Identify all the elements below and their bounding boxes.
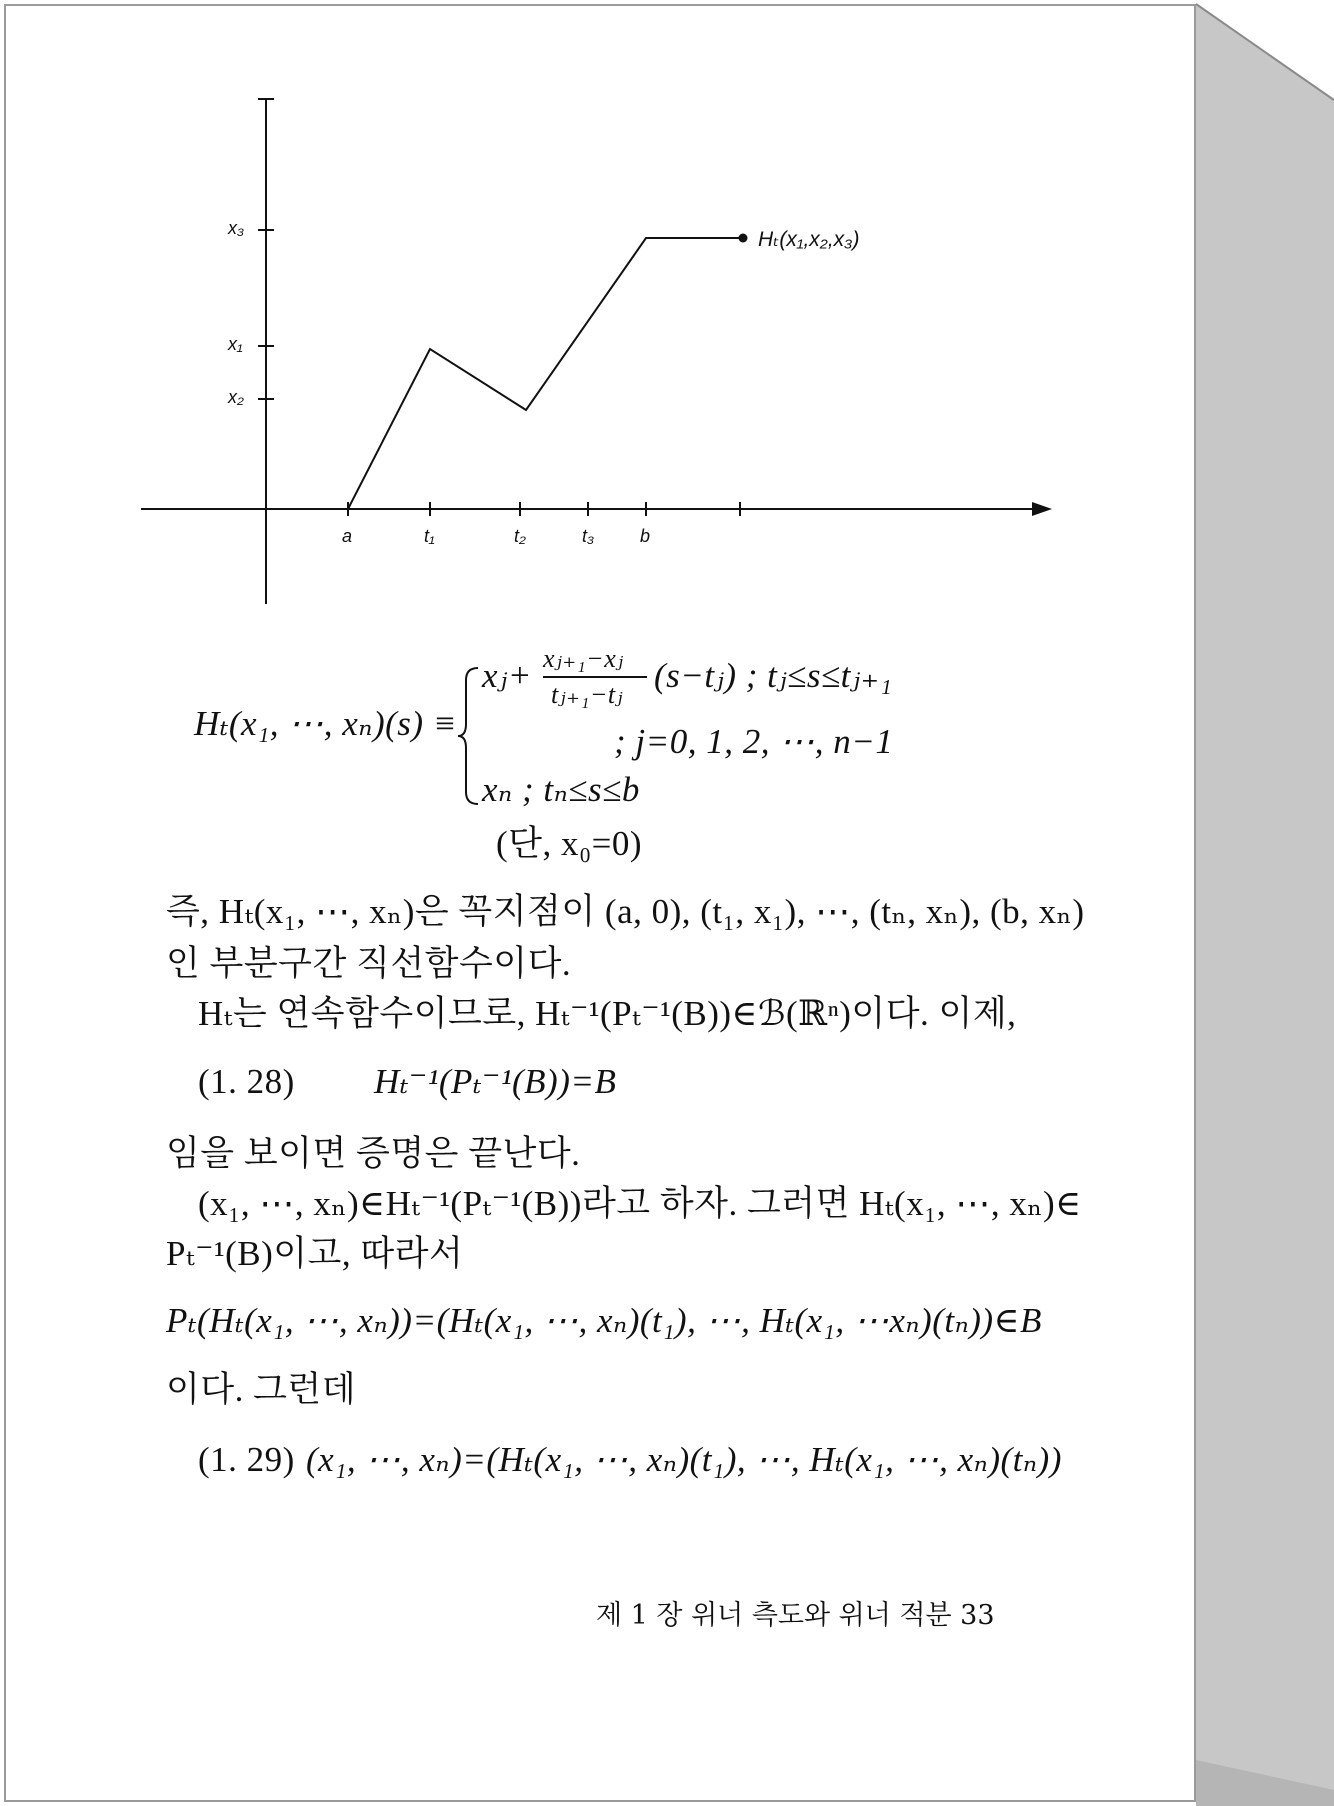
eq129-number: (1. 29) (198, 1440, 295, 1479)
x-label-b: b (640, 526, 651, 546)
curve-endpoint (739, 234, 748, 243)
y-label-x3: x₃ (228, 218, 245, 238)
piecewise-linear-figure (6, 6, 1196, 626)
eq128: Hₜ⁻¹(Pₜ⁻¹(B))=B (374, 1062, 617, 1101)
p4-line1: (x₁, ⋯, xₙ)∈Hₜ⁻¹(Pₜ⁻¹(B))라고 하자. 그러면 Hₜ(x₁, ⋯, xₙ)∈ (198, 1184, 1082, 1223)
p3-line1: 임을 보이면 증명은 끝난다. (166, 1134, 581, 1173)
definition-lhs: Hₜ(x₁, ⋯, xₙ)(s) ≡ (194, 704, 457, 743)
case1-range: ; j=0, 1, 2, ⋯, n−1 (614, 722, 894, 761)
book-edge (1196, 0, 1334, 1806)
case2: xₙ ; tₙ≤s≤b (482, 770, 640, 809)
x-label-a: a (342, 526, 353, 546)
definition-note: (단, x₀=0) (496, 824, 643, 863)
curve (348, 238, 743, 509)
eq128-number: (1. 28) (198, 1062, 295, 1101)
x-label-t2: t₂ (514, 526, 526, 546)
page (4, 4, 1196, 1802)
running-footer: 제 1 장 위너 측도와 위너 적분 33 (596, 1600, 995, 1631)
p4-line2: Pₜ⁻¹(B)이고, 따라서 (166, 1234, 464, 1273)
x-label-t1: t₁ (424, 526, 435, 546)
y-label-x1: x₁ (228, 334, 243, 354)
case1-head: xⱼ+ (482, 656, 532, 695)
left-brace (456, 666, 480, 806)
case1-denominator: tⱼ₊₁−tⱼ (551, 680, 623, 709)
case1-numerator: xⱼ₊₁−xⱼ (543, 644, 624, 673)
p5-line1: 이다. 그런데 (166, 1370, 357, 1409)
p1-line1: 즉, Hₜ(x₁, ⋯, xₙ)은 꼭지점이 (a, 0), (t₁, x₁), ⋯, (tₙ, xₙ), (b, xₙ) (166, 892, 1085, 931)
fraction-bar (543, 676, 647, 678)
case1-tail: (s−tⱼ) ; tⱼ≤s≤tⱼ₊₁ (654, 656, 893, 695)
x-label-t3: t₃ (582, 526, 595, 546)
eq-pt: Pₜ(Hₜ(x₁, ⋯, xₙ))=(Hₜ(x₁, ⋯, xₙ)(t₁), ⋯, Hₜ(x₁, ⋯xₙ)(tₙ))∈B (166, 1301, 1042, 1340)
x-axis-arrow (1032, 502, 1052, 516)
eq129: (x₁, ⋯, xₙ)=(Hₜ(x₁, ⋯, xₙ)(t₁), ⋯, Hₜ(x₁, ⋯, xₙ)(tₙ)) (306, 1440, 1062, 1479)
curve-label: Hₜ(x₁,x₂,x₃) (758, 228, 860, 251)
y-label-x2: x₂ (228, 387, 244, 407)
p1-line2: 인 부분구간 직선함수이다. (166, 944, 572, 983)
p2-line1: Hₜ는 연속함수이므로, Hₜ⁻¹(Pₜ⁻¹(B))∈ℬ(ℝⁿ)이다. 이제, (198, 994, 1017, 1033)
